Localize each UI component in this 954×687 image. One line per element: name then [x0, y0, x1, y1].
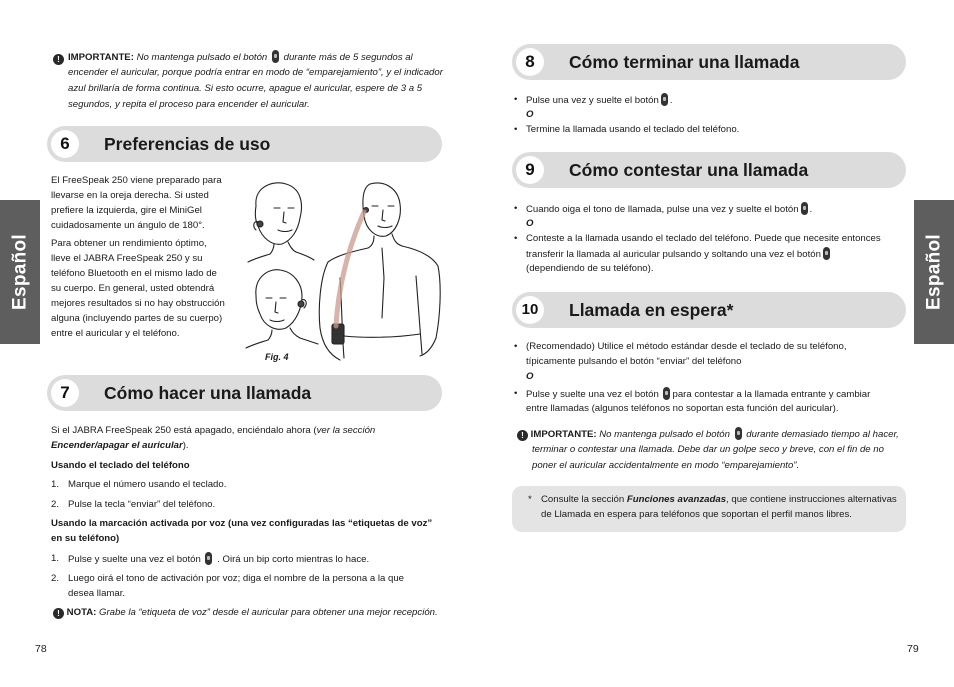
list-item: 2. Pulse la tecla “enviar” del teléfono. — [51, 499, 216, 510]
list-item: • Termine la llamada usando el teclado del teléfono. — [514, 124, 740, 135]
section-7-header — [47, 375, 442, 411]
language-tab-left — [0, 200, 40, 344]
exclamation-icon: ! — [517, 430, 528, 441]
multifunction-button-icon — [663, 387, 670, 400]
list-item: • Conteste a la llamada usando el teclado del teléfono. Puede que necesite entonces — [514, 233, 881, 244]
multifunction-button-icon — [823, 247, 830, 260]
important-note-call-waiting: ! IMPORTANTE: No mantenga pulsado el botón durante demasiado tiempo al hacer, — [517, 427, 899, 443]
headset-wearing-illustration — [244, 178, 449, 368]
section-number: 10 — [516, 296, 544, 324]
section-title: Cómo contestar una llamada — [569, 160, 809, 180]
section-number: 9 — [516, 156, 544, 184]
exclamation-icon: ! — [53, 54, 64, 65]
section-6-header — [47, 126, 442, 162]
keypad-heading: Usando el teclado del teléfono — [51, 460, 190, 471]
list-item: • Pulse una vez y suelte el botón . — [514, 94, 673, 106]
language-tab-label: Español — [923, 233, 945, 311]
section-number: 8 — [516, 48, 544, 76]
page-number: 79 — [907, 643, 919, 655]
multifunction-button-icon — [205, 552, 212, 565]
page-number: 78 — [35, 643, 47, 655]
multifunction-button-icon — [801, 202, 808, 215]
voice-dial-heading: Usando la marcación activada por voz (una vez configuradas las “etiquetas de voz” — [51, 518, 433, 529]
usage-preferences-text: El FreeSpeak 250 viene preparado para llevarse en la oreja derecha. Si usted prefiere la izquierda, gire el MiniGel cuidadosamente un ángulo de 180°. Para obtener un rendimiento óptimo, lleve el JABRA FreeSpeak 250 y su teléfono Bluetooth en el mismo lado de su cuerpo. En general, usted obtendrá mejores resultados si no hay obstrucción alguna (incluyendo partes de su cuerpo) entre el auricular y el teléfono. — [51, 175, 225, 339]
multifunction-button-icon — [661, 93, 668, 106]
list-item: 1. Marque el número usando el teclado. — [51, 479, 227, 490]
section-9-header — [512, 152, 906, 188]
list-item: • Cuando oiga el tono de llamada, pulse una vez y suelte el botón . — [514, 203, 813, 215]
figure-caption: Fig. 4 — [265, 352, 289, 362]
list-item: • Pulse y suelte una vez el botón para contestar a la llamada entrante y cambiar — [514, 388, 871, 400]
section-title: Cómo hacer una llamada — [104, 383, 312, 403]
list-item: 1. Pulse y suelte una vez el botón . Oirá un bip corto mientras lo hace. — [51, 553, 370, 565]
section-number: 7 — [51, 379, 79, 407]
exclamation-icon: ! — [53, 608, 64, 619]
multifunction-button-icon — [735, 427, 742, 440]
section-number: 6 — [51, 130, 79, 158]
section-10-header — [512, 292, 906, 328]
list-item: • (Recomendado) Utilice el método estándar desde el teclado de su teléfono, — [514, 341, 847, 352]
language-tab-right — [914, 200, 954, 344]
section-8-header — [512, 44, 906, 80]
section-title: Cómo terminar una llamada — [569, 52, 800, 72]
section-title: Preferencias de uso — [104, 134, 271, 154]
multifunction-button-icon — [272, 50, 279, 63]
voice-tag-note: ! NOTA: Grabe la “etiqueta de voz” desde el auricular para obtener una mejor recepción. — [53, 606, 438, 621]
list-item: 2. Luego oirá el tono de activación por voz; diga el nombre de la persona a la que — [51, 573, 405, 584]
section-title: Llamada en espera* — [569, 300, 734, 320]
language-tab-label: Español — [9, 233, 31, 311]
footnote-box: * Consulte la sección Funciones avanzadas, que contiene instrucciones alternativas de Llamada en espera para teléfonos que soportan el perfil manos libres. — [512, 486, 906, 532]
